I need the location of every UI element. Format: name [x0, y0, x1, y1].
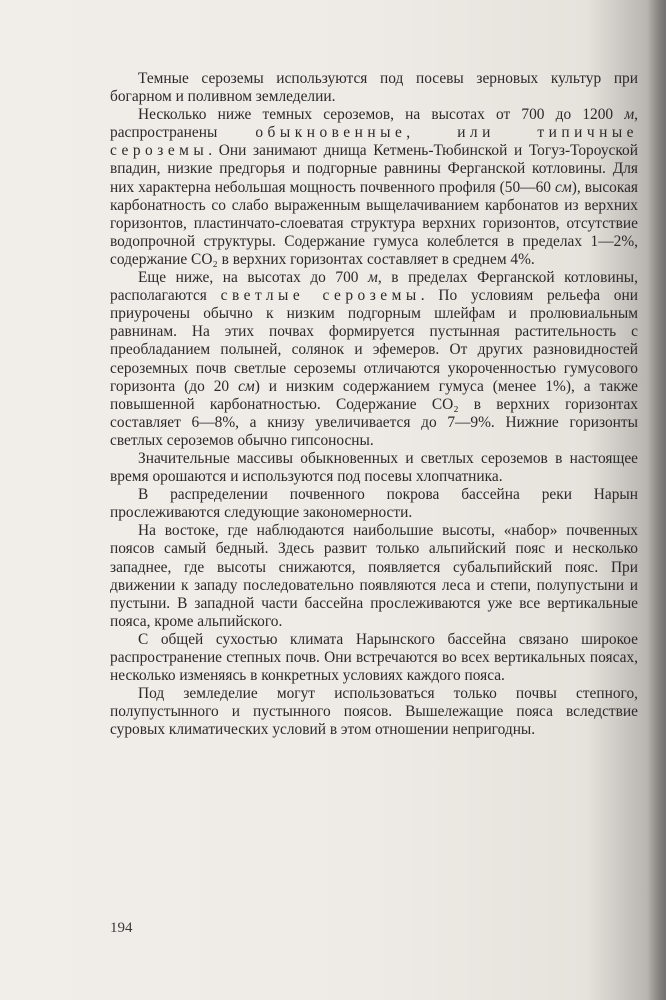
- paragraph: [110, 631, 638, 685]
- text-segment: Значительные массивы обыкновенных и светлых сероземов в настоящее время орошаются и используются под посевы хлопчатника.: [110, 449, 638, 486]
- text-segment: Под земледелие могут использоваться только почвы степного, полупустынного и пустынного поясов. Вышележащие пояса вследствие суровых климатических условий в этом отношении непригодны.: [110, 685, 638, 739]
- text-segment: , в пределах Ферганской котловины, располагаются: [110, 269, 638, 305]
- page-number: 194: [110, 920, 133, 936]
- text-segment: С общей сухостью климата Нарынского бассейна связано широкое распространение степных почв. Они встречаются во всех вертикальных поясах, несколько изменяясь в конкретных условиях каждого пояса.: [110, 630, 638, 685]
- text-segment: В распределении почвенного покрова бассейна реки Нарын прослеживаются следующие закономерности.: [110, 486, 638, 522]
- paragraph: [110, 522, 638, 631]
- page-edge-shadow: [648, 0, 666, 1000]
- unit-italic: см: [555, 178, 572, 196]
- text-segment: Еще ниже, на высотах до 700: [138, 269, 369, 287]
- unit-italic: см: [238, 377, 255, 395]
- paragraph: [110, 685, 638, 739]
- paragraph: [110, 450, 638, 486]
- unit-italic: м: [624, 106, 635, 124]
- paragraph: [110, 486, 638, 522]
- text-segment: ) и низким содержанием гумуса (менее 1%), а также повышенной карбонатностью. Содержание CO₂ в верхних горизонтах составляет 6—8%, а книзу увеличивается до 7—9%. Нижние горизонты светлых сероземов обычно гипсоносны.: [110, 377, 638, 449]
- unit-italic: м: [368, 269, 378, 287]
- text-segment: , распространены: [110, 106, 638, 142]
- text-segment: На востоке, где наблюдаются наибольшие высоты, «набор» почвенных поясов самый бедный. Здесь развит только альпийский пояс и несколько западнее, где высоты снижаются, появляется субальпийский пояс. При движении к западу последовательно появляются леса и степи, полупустыни и пустыни. В западной части бассейна прослеживаются уже все вертикальные пояса, кроме альпийского.: [110, 522, 638, 630]
- paragraph: [110, 106, 638, 269]
- text-segment: . Они занимают днища Кетмень-Тюбинской и Тогуз-Тороуской впадин, низкие предгорья и подгорные равнины Ферганской котловины. Для них характерна небольшая мощность почвенного профиля (50—60: [110, 142, 638, 196]
- paragraph: [110, 70, 638, 106]
- text-segment: Темные сероземы используются под посевы зерновых культур при богарном и поливном земледелии.: [110, 70, 638, 106]
- text-segment: ), высокая карбонатность со слабо выраженным выщелачиванием карбонатов из верхних горизонтов, пластинчато-слоеватая структура верхних горизонтов, отсутствие водопрочной структуры. Содержание гумуса колеблется в пределах 1—2%, содержание CO₂ в верхних горизонтах составляет в среднем 4%.: [110, 178, 639, 268]
- text-segment: . По условиям рельефа они приурочены обычно к низким подгорным шлейфам и пролювиальным равнинам. На этих почвах формируется пустынная растительность с преобладанием полыней, солянок и эфемеров. От других разновидностей сероземных почв светлые сероземы отличаются укороченностью гумусового горизонта (до 20: [110, 287, 638, 395]
- term-spaced: светлые сероземы: [220, 287, 421, 305]
- text-block: [110, 70, 638, 739]
- term-spaced: обыкновенные, или типичные сероземы: [110, 124, 638, 160]
- paragraph: [110, 269, 638, 450]
- text-segment: Несколько ниже темных сероземов, на высотах от 700 до 1200: [138, 106, 625, 124]
